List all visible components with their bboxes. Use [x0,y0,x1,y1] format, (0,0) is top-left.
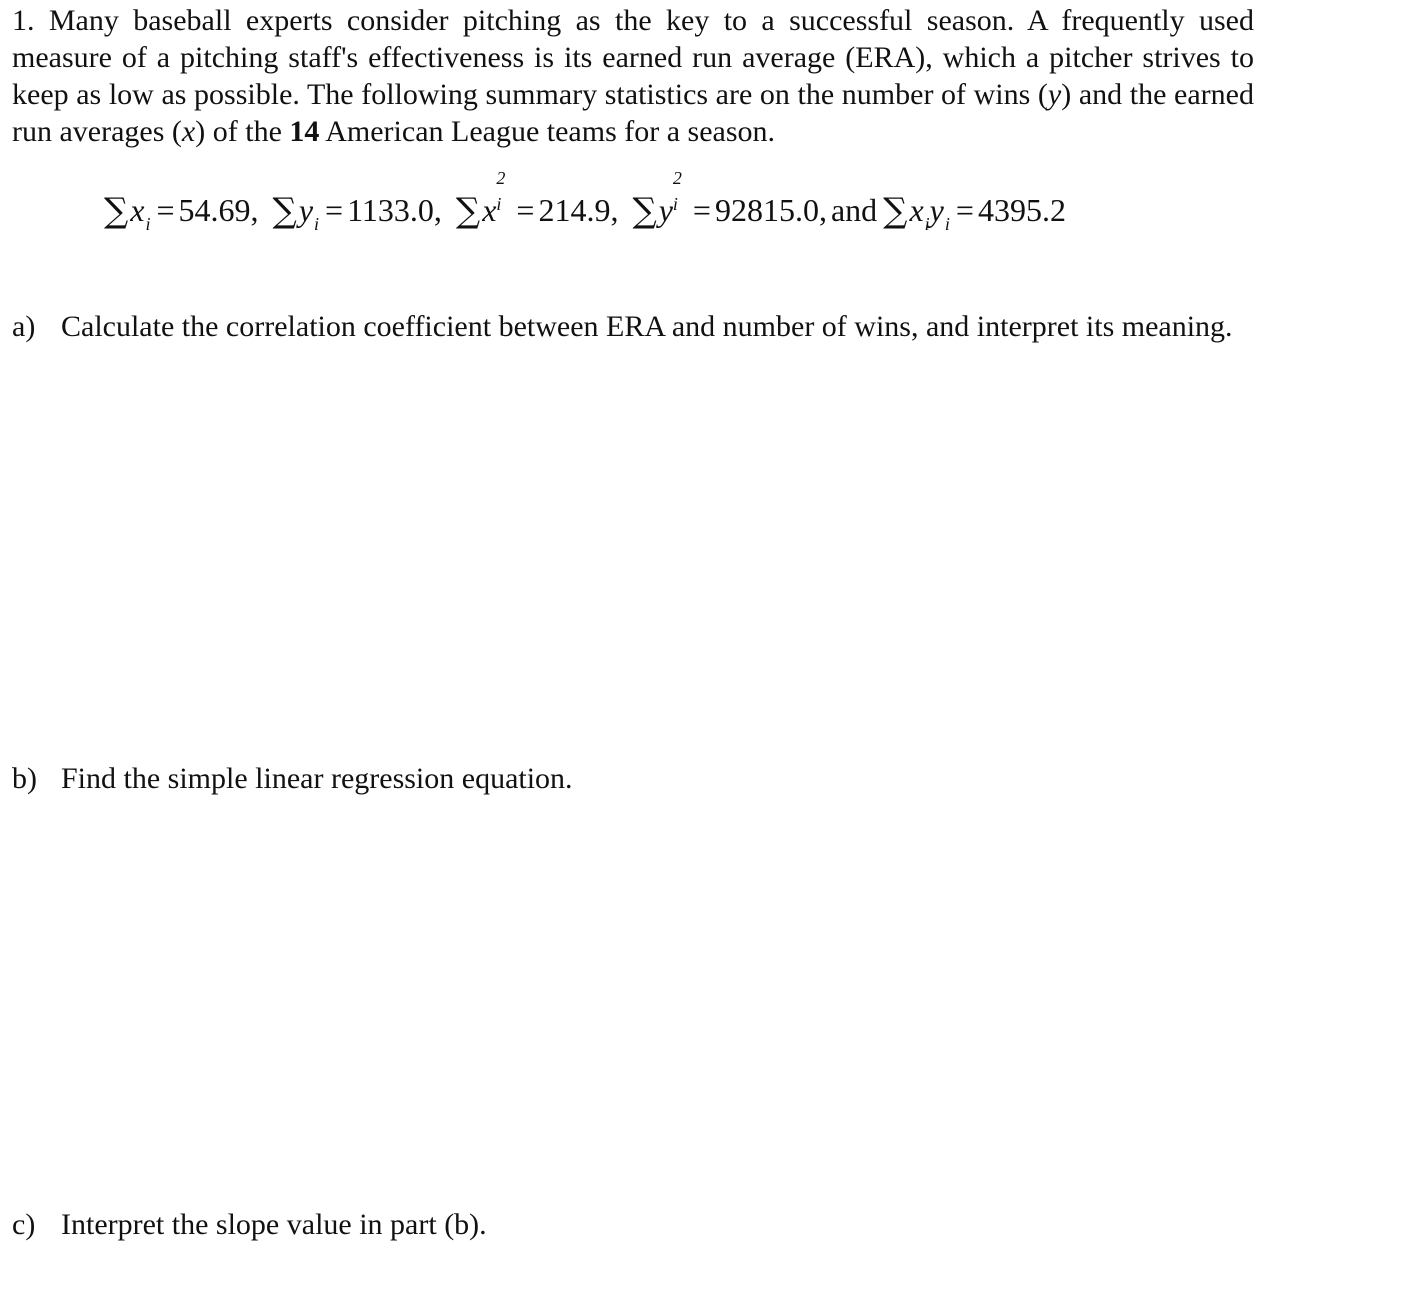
sum-y-variable: y [298,192,314,228]
sum-y2-value: 92815.0, [714,192,827,228]
sum-x2-indices [496,168,510,221]
sum-x-term [104,188,273,237]
and-word: and [830,192,878,228]
sum-y2-superscript: 2 [672,168,682,188]
part-c-text: Interpret the slope value in part (b). [61,1208,487,1241]
summary-statistics [104,168,1066,237]
sum-x2-variable: x [482,192,497,228]
sum-y2-indices [672,168,687,221]
equals-sign: = [156,192,175,228]
part-b-label: b) [12,762,37,795]
intro-text-2: ) and the earned run averages ( [12,78,1254,148]
question-part-c [12,1204,812,1248]
part-c-label: c) [12,1208,36,1241]
equals-sign: = [692,192,711,228]
sigma-symbol: ∑ [632,191,657,231]
sum-x2-value: 214.9, [538,192,619,228]
sum-xy-y-subscript: i [944,214,950,234]
question-part-b [12,758,812,802]
sigma-symbol: ∑ [104,191,129,231]
sum-x2-superscript: 2 [496,168,506,188]
sum-y-value: 1133.0, [347,192,442,228]
question-part-a [12,306,1262,396]
intro-text-4: American League teams for a season. [319,115,776,148]
x-variable: x [181,115,196,148]
part-b-text: Find the simple linear regression equation. [61,762,573,795]
sum-xy-x-variable: x [909,192,924,228]
equals-sign: = [325,192,344,228]
sum-x-variable: x [130,192,145,228]
sum-x-subscript: i [145,214,151,234]
equals-sign: = [955,192,974,228]
sum-y2-term [632,168,827,232]
part-a-label: a) [12,310,36,343]
intro-text-1: Many baseball experts consider pitching as the key to a successful season. A frequently used measure of a pitching staff's effectiveness is its earned run average (ERA), which a pitcher strives to keep as low as possible. The following summary statistics are on the number of wins ( [12,4,1254,111]
problem-statement [12,2,1254,150]
part-a-text: Calculate the correlation coefficient between ERA and number of wins, and interpret its meaning. [61,310,1233,343]
sum-xy-y-variable: y [929,192,944,228]
sigma-symbol: ∑ [455,191,481,231]
y-variable: y [1047,78,1062,111]
sum-x2-term [455,168,633,232]
sum-y-subscript: i [314,214,320,234]
team-count: 14 [289,115,320,148]
sum-xy-term [883,188,1066,237]
sigma-symbol: ∑ [883,191,908,231]
sum-y-term [273,188,456,237]
sigma-symbol: ∑ [272,191,297,231]
equals-sign: = [516,192,535,228]
intro-text-3: ) of the [195,115,290,148]
problem-number: 1. [12,4,35,37]
sum-y2-subscript: i [672,194,678,214]
sum-x2-subscript: i [496,194,502,214]
sum-xy-x-subscript: i [924,214,930,234]
sum-xy-value: 4395.2 [977,192,1066,228]
sum-x-value: 54.69, [178,192,259,228]
sum-y2-variable: y [658,192,673,228]
